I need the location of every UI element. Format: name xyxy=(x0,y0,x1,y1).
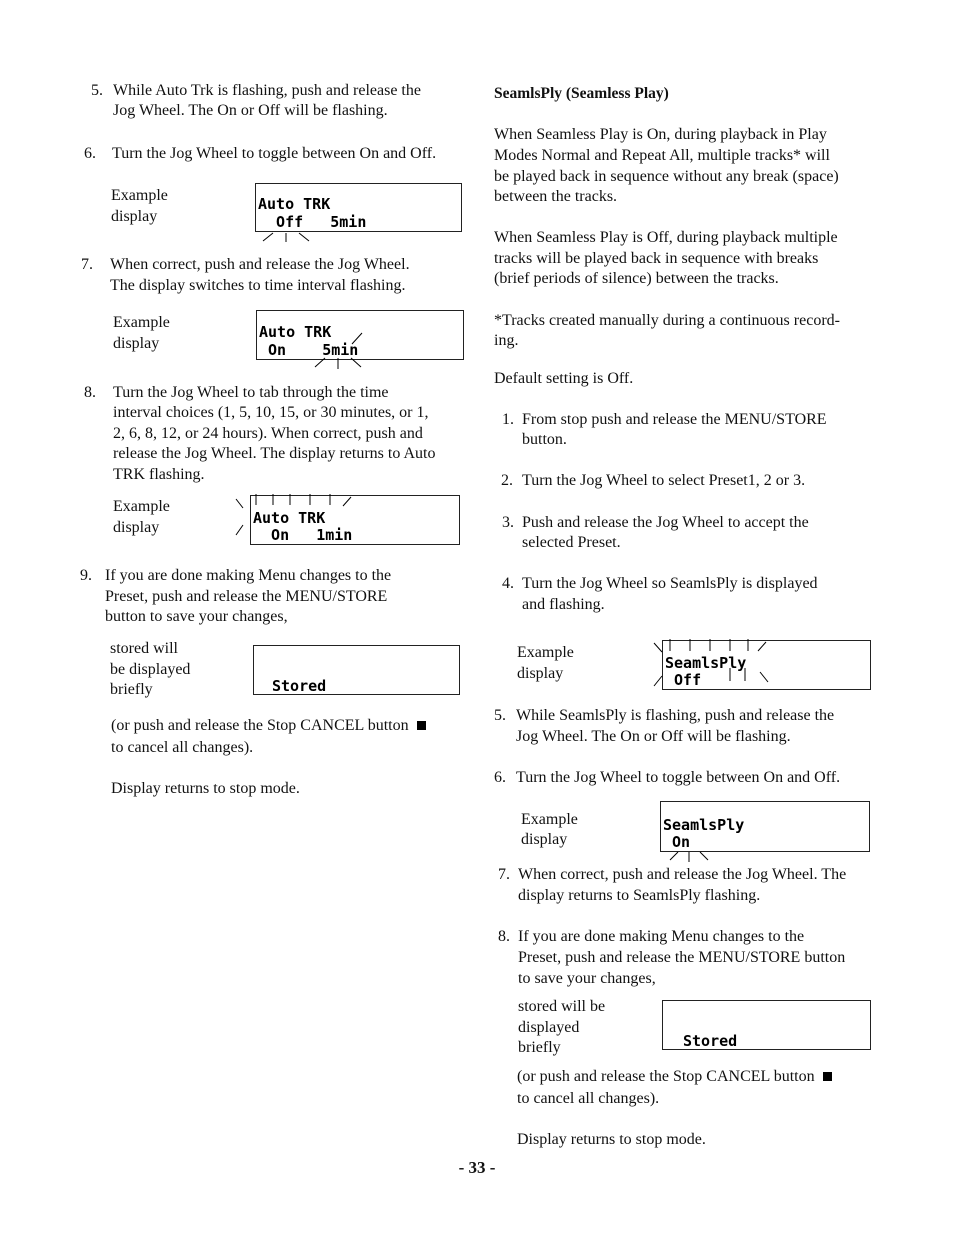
example-label: display xyxy=(113,519,160,536)
step-number: 3. xyxy=(502,514,514,531)
stored-label: briefly xyxy=(518,1039,561,1056)
paragraph: When Seamless Play is Off, during playback multiple xyxy=(494,229,838,246)
cancel-note: to cancel all changes). xyxy=(111,739,254,756)
lcd-line: On xyxy=(663,833,691,851)
step-text: If you are done making Menu changes to the xyxy=(105,567,392,584)
step-text: TRK flashing. xyxy=(113,466,205,483)
step-text: Jog Wheel. The On or Off will be flashing. xyxy=(516,728,791,745)
step-number: 2. xyxy=(501,472,513,489)
flash-marks-ex1 xyxy=(263,233,309,242)
lcd-line: Off xyxy=(665,671,702,689)
flash-marks-ex2 xyxy=(315,333,362,369)
step-text: 2, 6, 8, 12, or 24 hours). When correct, push and xyxy=(113,425,423,442)
footnote: *Tracks created manually during a continuous record- xyxy=(494,312,840,329)
lcd-line: On 5min xyxy=(259,341,359,359)
step-text: Turn the Jog Wheel to select Preset1, 2 or 3. xyxy=(522,472,806,489)
example-label: Example xyxy=(521,811,578,828)
flash-marks-ex4 xyxy=(654,639,768,689)
step-text: Push and release the Jog Wheel to accept the xyxy=(522,514,809,531)
stored-label: stored will xyxy=(110,640,178,657)
step-number: 8. xyxy=(84,384,96,401)
example-label: Example xyxy=(113,498,170,515)
step-number: 6. xyxy=(84,145,96,162)
stored-label: briefly xyxy=(110,681,153,698)
step-text: and flashing. xyxy=(522,596,605,613)
step-text: When correct, push and release the Jog Wheel. The xyxy=(518,866,847,883)
step-number: 5. xyxy=(91,82,103,99)
step-text: Preset, push and release the MENU/STORE xyxy=(105,588,388,605)
lcd-line: Stored xyxy=(272,677,327,695)
flash-marks-ex3 xyxy=(236,494,351,535)
step-text: Preset, push and release the MENU/STORE button xyxy=(518,949,846,966)
lcd-line: Auto TRK xyxy=(259,323,332,341)
lcd-line: On 1min xyxy=(253,526,353,544)
section-heading: SeamlsPly (Seamless Play) xyxy=(494,85,669,102)
step-text: Turn the Jog Wheel so SeamlsPly is displayed xyxy=(522,575,818,592)
cancel-text: (or push and release the Stop CANCEL button xyxy=(517,1068,815,1085)
returns-note: Display returns to stop mode. xyxy=(517,1131,706,1148)
example-label: display xyxy=(517,665,564,682)
step-text: button to save your changes, xyxy=(105,608,288,625)
step-text: Turn the Jog Wheel to tab through the time xyxy=(113,384,389,401)
lcd-line: Off 5min xyxy=(258,213,367,231)
example-label: display xyxy=(111,208,158,225)
step-number: 6. xyxy=(494,769,506,786)
example-label: Example xyxy=(111,187,168,204)
lcd-line: Auto TRK xyxy=(258,195,331,213)
stored-label: displayed xyxy=(518,1019,580,1036)
step-text: selected Preset. xyxy=(522,534,621,551)
step-text: While SeamlsPly is flashing, push and release the xyxy=(516,707,835,724)
step-text: interval choices (1, 5, 10, 15, or 30 minutes, or 1, xyxy=(113,404,429,421)
step-text: display returns to SeamlsPly flashing. xyxy=(518,887,761,904)
paragraph: be played back in sequence without any break (space) xyxy=(494,168,839,185)
default-setting: Default setting is Off. xyxy=(494,370,634,387)
lcd-line: SeamlsPly xyxy=(663,816,745,834)
paragraph: When Seamless Play is On, during playback in Play xyxy=(494,126,827,143)
page-number: - 33 - xyxy=(458,1158,496,1177)
step-number: 8. xyxy=(498,928,510,945)
flash-marks-ex5 xyxy=(670,852,708,862)
paragraph: between the tracks. xyxy=(494,188,618,205)
lcd-line: SeamlsPly xyxy=(665,654,747,672)
stored-label: stored will be xyxy=(518,998,606,1015)
step-number: 4. xyxy=(502,575,514,592)
paragraph: (brief periods of silence) between the tracks. xyxy=(494,270,779,287)
step-text: Turn the Jog Wheel to toggle between On and Off. xyxy=(112,145,437,162)
lcd-line: Auto TRK xyxy=(253,509,326,527)
step-text: When correct, push and release the Jog Wheel. xyxy=(110,256,410,273)
cancel-text: (or push and release the Stop CANCEL button xyxy=(111,717,409,734)
step-number: 9. xyxy=(80,567,92,584)
step-number: 5. xyxy=(494,707,506,724)
step-text: If you are done making Menu changes to the xyxy=(518,928,805,945)
step-text: Jog Wheel. The On or Off will be flashing. xyxy=(113,102,388,119)
paragraph: tracks will be played back in sequence with breaks xyxy=(494,250,819,267)
returns-note: Display returns to stop mode. xyxy=(111,780,300,797)
step-number: 7. xyxy=(498,866,510,883)
lcd-line: Stored xyxy=(683,1032,738,1050)
example-label: display xyxy=(113,335,160,352)
step-text: The display switches to time interval flashing. xyxy=(110,277,406,294)
step-text: button. xyxy=(522,431,567,448)
example-label: Example xyxy=(113,314,170,331)
step-text: Turn the Jog Wheel to toggle between On and Off. xyxy=(516,769,841,786)
example-label: Example xyxy=(517,644,574,661)
step-text: release the Jog Wheel. The display returns to Auto xyxy=(113,445,436,462)
step-number: 1. xyxy=(502,411,514,428)
example-label: display xyxy=(521,831,568,848)
footnote: ing. xyxy=(494,332,519,349)
stored-label: be displayed xyxy=(110,661,191,678)
paragraph: Modes Normal and Repeat All, multiple tracks* will xyxy=(494,147,830,164)
step-text: While Auto Trk is flashing, push and release the xyxy=(113,82,421,99)
step-text: to save your changes, xyxy=(518,970,656,987)
cancel-note: to cancel all changes). xyxy=(517,1090,660,1107)
step-number: 7. xyxy=(81,256,93,273)
step-text: From stop push and release the MENU/STORE xyxy=(522,411,827,428)
